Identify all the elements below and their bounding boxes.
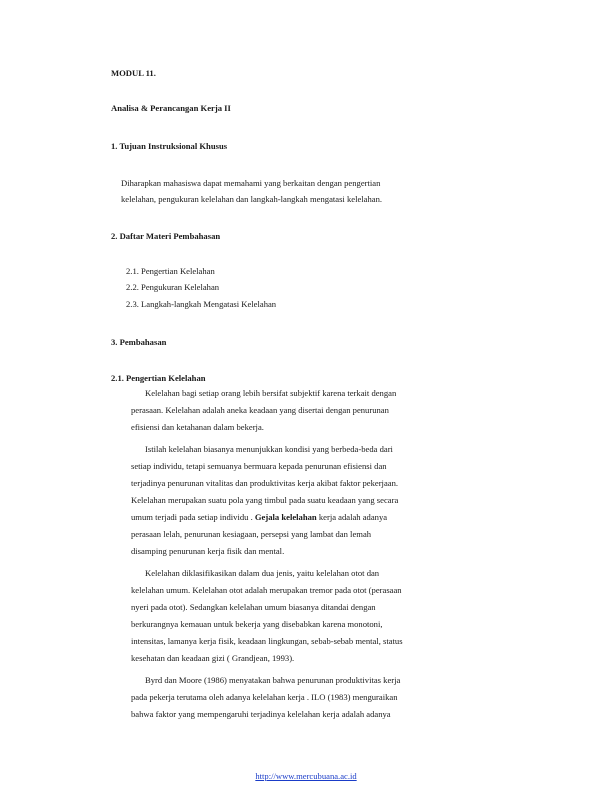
paragraph-line: disamping penurunan kerja fisik dan mental.: [131, 546, 285, 556]
paragraph-line: Kelelahan bagi setiap orang lebih bersifat subjektif karena terkait dengan: [145, 388, 397, 398]
footer: [0, 771, 612, 781]
paragraph-line: perasaan. Kelelahan adalah aneka keadaan yang disertai dengan penurunan: [131, 405, 389, 415]
paragraph-line: [131, 512, 387, 523]
subsection-heading: 2.1. Pengertian Kelelahan: [111, 373, 206, 383]
section-1-text: Diharapkan mahasiswa dapat memahami yang berkaitan dengan pengertian: [121, 178, 381, 188]
paragraph-line: setiap individu, tetapi semuanya bermuara kepada penurunan efisiensi dan: [131, 461, 387, 471]
paragraph-line: nyeri pada otot). Sedangkan kelelahan umum biasanya ditandai dengan: [131, 602, 376, 612]
paragraph-line: Kelelahan merupakan suatu pola yang timbul pada suatu keadaan yang secara: [131, 495, 399, 505]
paragraph-text: umum terjadi pada setiap individu .: [131, 512, 255, 522]
paragraph-line: kelelahan umum. Kelelahan otot adalah merupakan tremor pada otot (perasaan: [131, 585, 402, 595]
bold-term: Gejala kelelahan: [254, 512, 317, 522]
section-1-heading: 1. Tujuan Instruksional Khusus: [111, 141, 228, 151]
section-1-text: kelelahan, pengukuran kelelahan dan langkah-langkah mengatasi kelelahan.: [121, 194, 383, 204]
section-2-heading: 2. Daftar Materi Pembahasan: [111, 231, 221, 241]
subtitle: Analisa & Perancangan Kerja II: [111, 103, 231, 113]
paragraph-line: efisiensi dan ketahanan dalam bekerja.: [131, 422, 264, 432]
section-3-heading: 3. Pembahasan: [111, 337, 167, 347]
paragraph-line: berkurangnya kemauan untuk bekerja yang disebabkan karena monotoni,: [131, 619, 383, 629]
paragraph-line: terjadinya penurunan vitalitas dan produktivitas kerja akibat faktor pekerjaan.: [131, 478, 399, 488]
paragraph-line: Istilah kelelahan biasanya menunjukkan kondisi yang berbeda-beda dari: [145, 444, 393, 454]
paragraph-line: intensitas, lamanya kerja fisik, keadaan lingkungan, sebab-sebab mental, status: [131, 636, 403, 646]
paragraph-line: pada pekerja terutama oleh adanya kelelahan kerja . ILO (1983) menguraikan: [131, 692, 398, 702]
footer-link[interactable]: http://www.mercubuana.ac.id: [255, 771, 357, 781]
paragraph-line: kesehatan dan keadaan gizi ( Grandjean, 1993).: [131, 653, 295, 663]
toc-item: 2.3. Langkah-langkah Mengatasi Kelelahan: [126, 299, 277, 309]
paragraph-line: perasaan lelah, penurunan kesiagaan, persepsi yang lambat dan lemah: [131, 529, 372, 539]
module-title: MODUL 11.: [111, 68, 156, 78]
paragraph-line: bahwa faktor yang mempengaruhi terjadinya kelelahan kerja adalah adanya: [131, 709, 391, 719]
paragraph-line: Byrd dan Moore (1986) menyatakan bahwa penurunan produktivitas kerja: [145, 675, 401, 685]
toc-item: 2.2. Pengukuran Kelelahan: [126, 282, 220, 292]
paragraph-line: Kelelahan diklasifikasikan dalam dua jenis, yaitu kelelahan otot dan: [145, 568, 380, 578]
paragraph-text: kerja adalah adanya: [316, 512, 388, 522]
toc-item: 2.1. Pengertian Kelelahan: [126, 266, 215, 276]
